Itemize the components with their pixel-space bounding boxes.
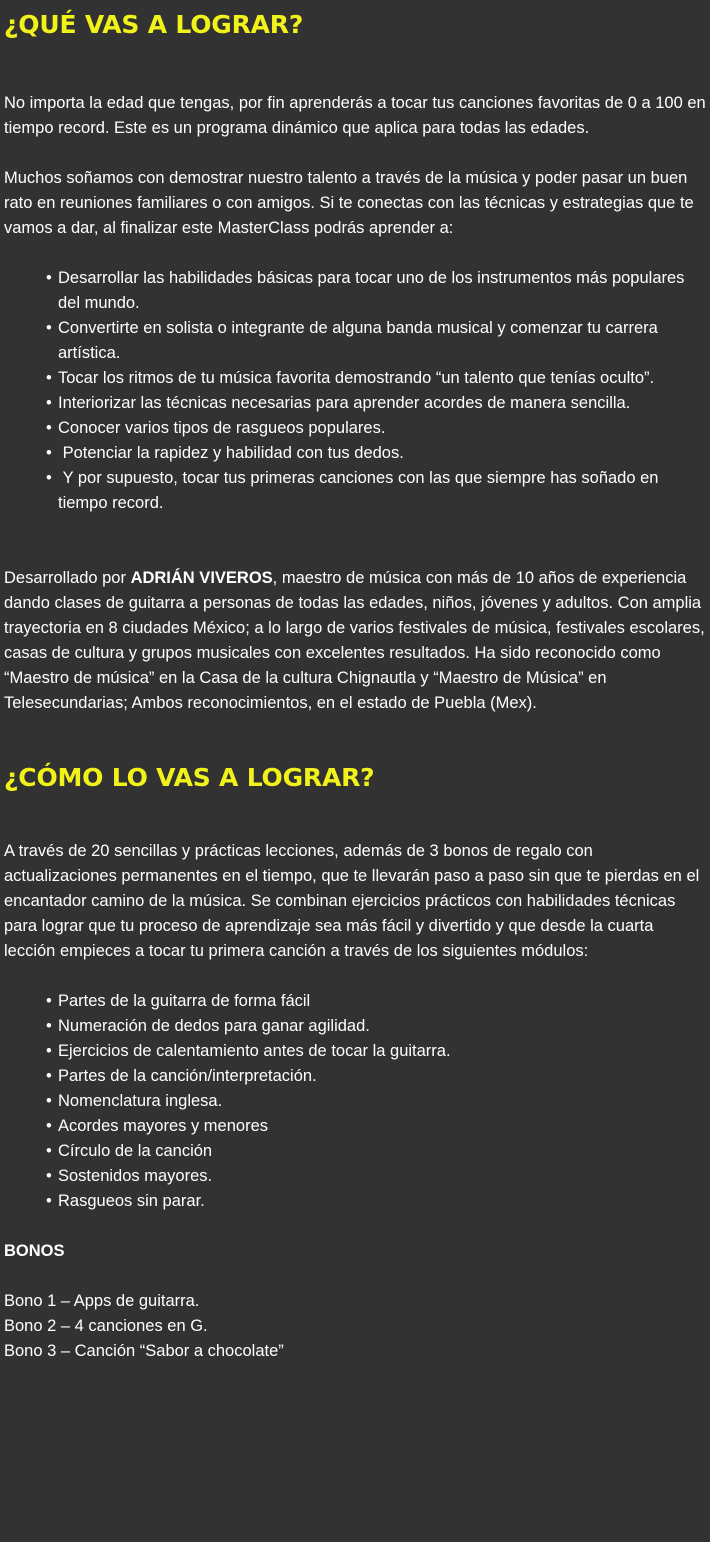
author-prefix: Desarrollado por: [4, 569, 131, 587]
method-paragraph: A través de 20 sencillas y prácticas lecciones, además de 3 bonos de regalo con actualizaciones permanentes en el tiempo, que te llevarán paso a paso sin que te pierdas en el encantador camino de la música. Se combinan ejercicios prácticos con habilidades técnicas para lograr que tu proceso de aprendizaje sea más fácil y divertido y que desde la cuarta lección empieces a tocar tu primera canción a través de los siguientes módulos:: [4, 842, 700, 960]
bonus-item: Bono 2 – 4 canciones en G.: [4, 1317, 208, 1335]
list-item: • Conocer varios tipos de rasgueos populares.: [58, 416, 706, 441]
list-item: • Nomenclatura inglesa.: [58, 1089, 706, 1114]
list-item: • Partes de la guitarra de forma fácil: [58, 989, 706, 1014]
list-item: • Partes de la canción/interpretación.: [58, 1064, 706, 1089]
list-item: • Acordes mayores y menores: [58, 1114, 706, 1139]
list-item: • Sostenidos mayores.: [58, 1164, 706, 1189]
bonus-heading: [4, 1239, 706, 1264]
author-name: ADRIÁN VIVEROS: [130, 569, 273, 587]
list-item: • Numeración de dedos para ganar agilidad.: [58, 1014, 706, 1039]
list-item: • Ejercicios de calentamiento antes de tocar la guitarra.: [58, 1039, 706, 1064]
intro-paragraph-2: Muchos soñamos con demostrar nuestro talento a través de la música y poder pasar un buen rato en reuniones familiares o con amigos. Si te conectas con las técnicas y estrategias que te vamos a dar, al finalizar este MasterClass podrás aprender a:: [4, 169, 694, 237]
author-bio: , maestro de música con más de 10 años de experiencia dando clases de guitarra a personas de todas las edades, niños, jóvenes y adultos. Con amplia trayectoria en 8 ciudades México; a lo largo de varios festivales de música, festivales escolares, casas de cultura y grupos musicales con excelentes resultados. Ha sido reconocido como “Maestro de música” en la Casa de la cultura Chignautla y “Maestro de Música” en Telesecundarias; Ambos reconocimientos, en el estado de Puebla (Mex).: [4, 569, 705, 712]
bonus-item: Bono 1 – Apps de guitarra.: [4, 1292, 200, 1310]
bonus-item: Bono 3 – Canción “Sabor a chocolate”: [4, 1342, 284, 1360]
author-paragraph: [4, 566, 706, 716]
list-item: • Interiorizar las técnicas necesarias para aprender acordes de manera sencilla.: [58, 391, 706, 416]
list-item: • Potenciar la rapidez y habilidad con tus dedos.: [58, 441, 706, 466]
section-title-que-vas-a-lograr: ¿QUÉ VAS A LOGRAR?: [4, 10, 304, 39]
list-item: • Círculo de la canción: [58, 1139, 706, 1164]
modules-list: [4, 989, 706, 1214]
list-item: • Convertirte en solista o integrante de alguna banda musical y comenzar tu carrera artística.: [58, 316, 706, 366]
intro-paragraph-1: No importa la edad que tengas, por fin aprenderás a tocar tus canciones favoritas de 0 a 100 en tiempo record. Este es un programa dinámico que aplica para todas las edades.: [4, 94, 706, 137]
bonus-heading-text: BONOS: [4, 1242, 65, 1260]
list-item: • Desarrollar las habilidades básicas para tocar uno de los instrumentos más populares del mundo.: [58, 266, 706, 316]
skills-list: [4, 266, 706, 516]
section-title-como-lo-vas-a-lograr: ¿CÓMO LO VAS A LOGRAR?: [4, 763, 375, 792]
list-item: • Tocar los ritmos de tu música favorita demostrando “un talento que tenías oculto”.: [58, 366, 706, 391]
list-item: • Rasgueos sin parar.: [58, 1189, 706, 1214]
list-item: • Y por supuesto, tocar tus primeras canciones con las que siempre has soñado en tiempo record.: [58, 466, 706, 516]
